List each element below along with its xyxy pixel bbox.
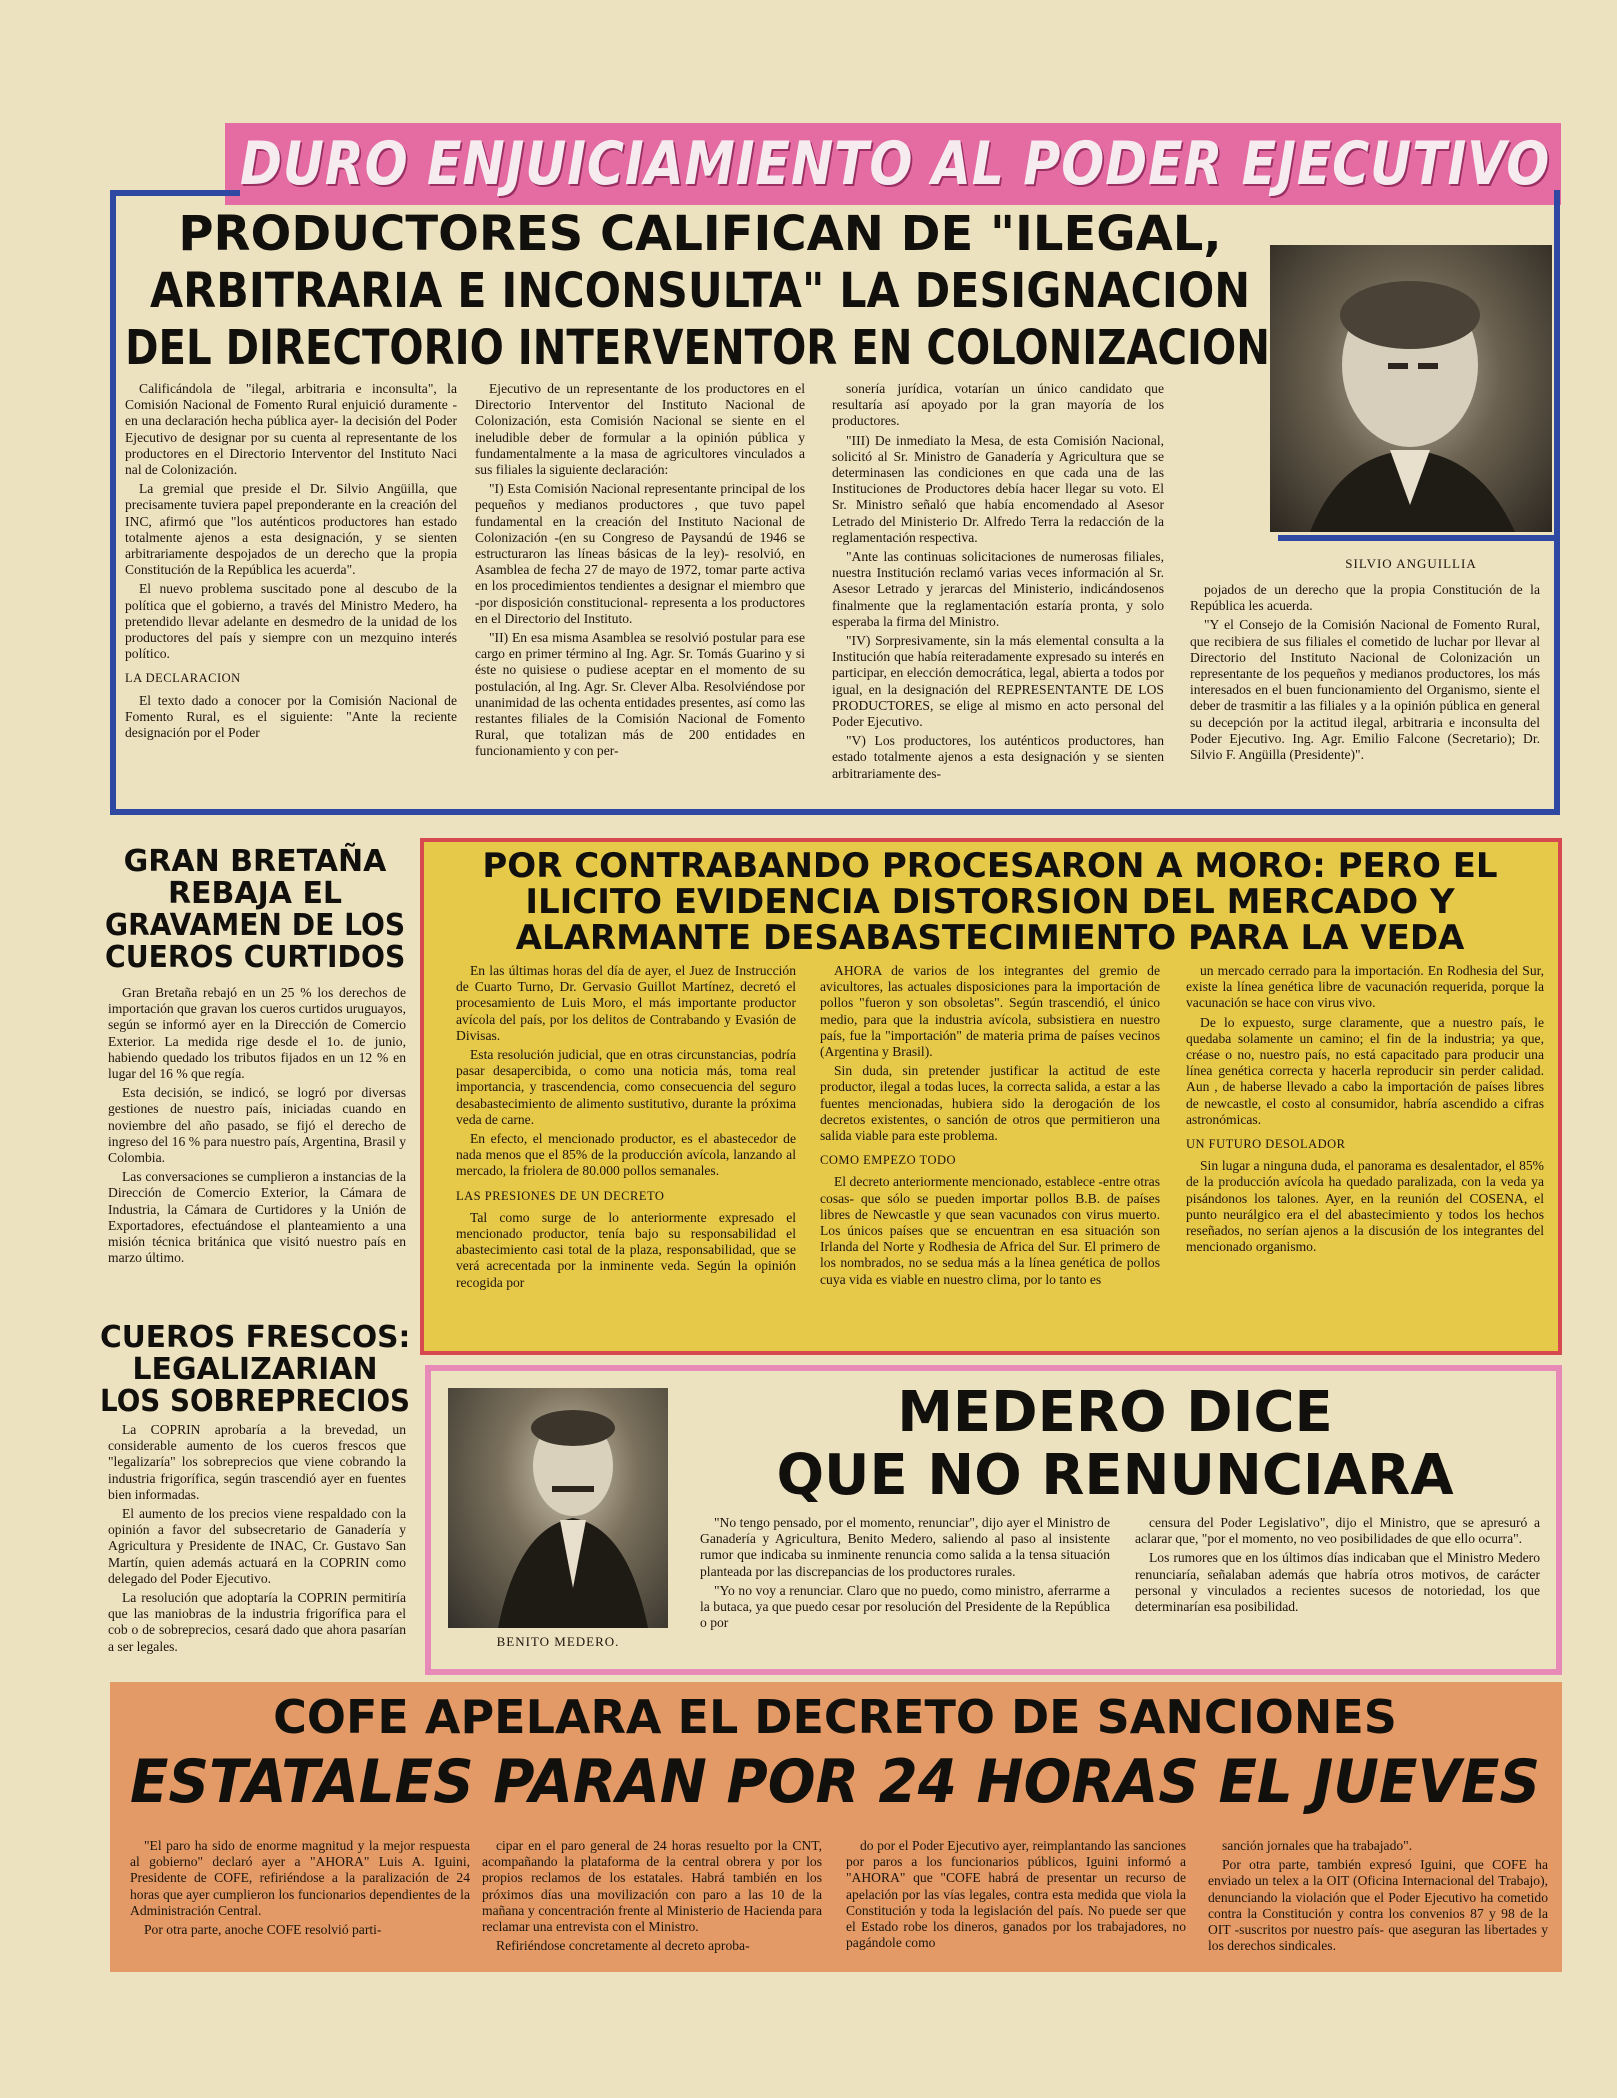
medero-column-2 (1135, 1515, 1540, 1665)
moro-paragraph: El decreto anteriormente mencionado, establece -entre otras cosas- que sólo se pueden importar pollos B.B. de países libres de Newcastle y que sean vacunados con virus muerto. Los únicos países que se encuentran en esa situación son Irlanda del Norte y Rodhesia de Africa del Sur. El primero de los nombrados, no se sedua más a la línea genética de pollos cuya vida es viable en nuestro clima, por lo tanto es (820, 1174, 1160, 1287)
cofe-paragraph: Refiriéndose concretamente al decreto aproba- (496, 1938, 750, 1954)
frescos-headline-line-3: LOS SOBREPRECIOS (100, 1384, 411, 1419)
moro-paragraph: AHORA de varios de los integrantes del gremio de avicultores, las actuales disposiciones para la importación de pollos "fueron y son obsoletas". Según trascendió, el único medio, para que la industria avícola, subsistiera en nuestro país, fue la "importación" de materia prima de países vecinos (Argentina y Brasil). (820, 963, 1160, 1060)
moro-paragraph: En las últimas horas del día de ayer, el Juez de Instrucción de Cuarto Turno, Dr. Gervasio Guillot Martínez, decretó el procesamiento de Luis Moro, el más importante productor avícola del país, por los delitos de Contrabando y Evasión de Divisas. (456, 963, 796, 1043)
medero-photo (448, 1388, 668, 1628)
moro-column-3 (1186, 963, 1544, 1346)
banner-title: DURO ENJUICIAMIENTO AL PODER EJECUTIVO (240, 129, 1551, 199)
colonizacion-paragraph: "Y el Consejo de la Comisión Nacional de Fomento Rural, que recibiera de sus filiales el cometido de luchar por llevar al Directorio del Instituto Nacional de Colonización un representante de los pequeños y medianos productores, los más interesados en el buen funcionamiento del Organismo, siente el deber de trasmitir a las filiales y a la opinión pública en general su decepción por la actitud ilegal, arbitraria e inconsulta del Poder Ejecutivo. Ing. Agr. Emilio Falcone (Secretario); Dr. Silvio F. Angüilla (Presidente)". (1190, 617, 1540, 763)
colonizacion-frame-top-left (110, 190, 240, 196)
frescos-paragraph: La COPRIN aprobaría a la brevedad, un considerable aumento de los cueros frescos que "legalizaría" los sobreprecios que viene cobrando la industria frigorífica, según trascendió ayer en fuentes bien informadas. (108, 1422, 406, 1502)
moro-paragraph: Sin lugar a ninguna duda, el panorama es desalentador, el 85% de la producción avícola ha quedado paralizada, con la veda ya pisándonos los talones. Ayer, en la reunión del COSENA, el punto neurálgico era el del abastecimiento y todos los hechos reseñados, no serían ajenos a la discusión de los integrantes del mencionado organismo. (1186, 1158, 1544, 1255)
medero-headline-line-2: QUE NO RENUNCIARA (776, 1443, 1454, 1508)
moro-column-1 (456, 963, 796, 1346)
frescos-headline-line-1: CUEROS FRESCOS: (100, 1320, 411, 1355)
moro-paragraph: un mercado cerrado para la importación. En Rodhesia del Sur, existe la línea genética libre de vacunación requerida, porque la vacunación se hace con virus vivo. (1186, 963, 1544, 1011)
colonizacion-paragraph: El nuevo problema suscitado pone al descubo de la política que el gobierno, a través del Ministro Medero, ha pretendido llevar adelante en desmedro de la unidad de los productores del país y siempre con un mezquino interés político. (125, 581, 457, 662)
portrait-silhouette-icon (1270, 245, 1552, 532)
medero-paragraph: "Yo no voy a renunciar. Claro que no puedo, como ministro, aferrarme a la butaca, ya que puedo cesar por resolución del Presidente de la República o por (700, 1582, 1110, 1631)
colonizacion-headline-line-2: ARBITRARIA E INCONSULTA" LA DESIGNACION (150, 263, 1251, 319)
frescos-body (108, 1422, 406, 1690)
cueros-paragraph: Gran Bretaña rebajó en un 25 % los derechos de importación que gravan los cueros curtidos uruguayos, según se informó ayer en la Dirección de Comercio Exterior. La medida rige desde el 1o. de junio, habiendo quedado los tributos fijados en un 12 % en lugar del 16 % que regía. (108, 985, 406, 1082)
cofe-paragraph: Por otra parte, también expresó Iguini, que COFE ha enviado un telex a la OIT (Oficina Internacional del Trabajo), denunciando la violación que el Poder Ejecutivo ha cometido contra la Constitución y contra los convenios 87 y 98 de la OIT -suscritos por nuestro país- que aseguran las libertades y los derechos sindicales. (1208, 1857, 1548, 1954)
moro-paragraph: Tal como surge de lo anteriormente expresado el mencionado productor, tenía bajo su responsabilidad el abastecimiento casi total de la plaza, responsabilidad, que se verá acrecentada por la inminente veda. Según la opinión recogida por (456, 1209, 796, 1290)
colonizacion-paragraph: Ejecutivo de un representante de los productores en el Directorio Interventor del Instituto Nacional de Colonización, esta Comisión Nacional se siente en el ineludible deber de formular a la opinión pública y fundamentalmente a la masa de agricultores vinculados a sus filiales la siguiente declaración: (475, 381, 805, 478)
colonizacion-headline-line-1: PRODUCTORES CALIFICAN DE "ILEGAL, (178, 206, 1222, 262)
colonizacion-subhead: LA DECLARACION (125, 671, 241, 686)
medero-headline-line-1: MEDERO DICE (897, 1380, 1333, 1445)
moro-headline-line-3: ALARMANTE DESABASTECIMIENTO PARA LA VEDA (515, 918, 1465, 958)
colonizacion-column-3 (832, 381, 1164, 801)
cueros-headline-line-1: GRAN BRETAÑA (123, 844, 387, 879)
cofe-paragraph: Por otra parte, anoche COFE resolvió parti- (144, 1922, 382, 1938)
moro-paragraph: En efecto, el mencionado productor, es el abastecedor de nada menos que el 85% de la producción avícola, lanzando al mercado, la friolera de 80.000 pollos semanales. (456, 1131, 796, 1179)
colonizacion-frame-top-right (1278, 535, 1560, 541)
moro-column-2 (820, 963, 1160, 1346)
anguillia-caption: SILVIO ANGUILLIA (1345, 556, 1477, 571)
cofe-column-2 (482, 1838, 822, 1963)
colonizacion-column-1 (125, 381, 457, 801)
colonizacion-paragraph: La gremial que preside el Dr. Silvio Angüilla, que precisamente tuviera papel preponderante en la creación del INC, afirmó que "los auténticos productores han estado totalmente ajenos a esta designación, y se sienten arbitrariamente despojados de un derecho que la propia Constitución de la República les acuerda". (125, 481, 457, 578)
colonizacion-paragraph: "IV) Sorpresivamente, sin la más elemental consulta a la Institución que había reiteradamente expresado su interés en participar, en elección democrática, legal, abierta a todos por igual, en la designación del REPRESENTANTE DE LOS PRODUCTORES, se elige al mismo en acto personal del Poder Ejecutivo. (832, 633, 1164, 730)
cueros-headline-line-3: GRAVAMEN DE LOS (105, 908, 406, 943)
colonizacion-headline-line-3: DEL DIRECTORIO INTERVENTOR EN COLONIZACION (125, 320, 1270, 376)
moro-headline-line-2: ILICITO EVIDENCIA DISTORSION DEL MERCADO Y (525, 882, 1455, 922)
medero-caption: BENITO MEDERO. (496, 1634, 620, 1649)
colonizacion-column-2 (475, 381, 805, 801)
cueros-headline-line-2: REBAJA EL (167, 876, 343, 911)
cofe-paragraph: sanción jornales que ha trabajado". (1222, 1838, 1413, 1853)
colonizacion-paragraph: Calificándola de "ilegal, arbitraria e inconsulta", la Comisión Nacional de Fomento Rural enjuició duramente -en una declaración hecha pública ayer- la decisión del Poder Ejecutivo de designar por su cuenta al representante de los productores en el Directorio Interventor del Instituto Naci nal de Colonización. (125, 381, 457, 478)
medero-column-1 (700, 1515, 1110, 1665)
cofe-headline-line-2: ESTATALES PARAN POR 24 HORAS EL JUEVES (130, 1747, 1541, 1817)
cofe-paragraph: do por el Poder Ejecutivo ayer, reimplantando las sanciones por paros a los funcionarios públicos, Iguini informó a "AHORA" que "COFE habrá de presentar un recurso de apelación por las vías legales, contra esta medida que viola la Constitución y toda la legislación del país. No puede ser que el Estado robe los dineros, ganados por los trabajadores, no pagándole como (846, 1838, 1186, 1951)
colonizacion-paragraph: "II) En esa misma Asamblea se resolvió postular para ese cargo en primer término al Ing. Agr. Sr. Tomás Guarino y si éste no quisiese o pudiese aceptar en el momento de su postulación, al Ing. Agr. Sr. Clever Alba. Resolviéndose por unanimidad de las ochenta entidades presentes, así como las restantes filiales de la Comisión Nacional de Fomento Rural, que totalizan más de 200 entidades en funcionamiento y con per- (475, 630, 805, 759)
cofe-column-3 (846, 1838, 1186, 1963)
medero-paragraph: censura del Poder Legislativo", dijo el Ministro, que se apresuró a aclarar que, "por el momento, no veo posibilidades de que ello ocurra". (1135, 1515, 1540, 1547)
colonizacion-paragraph: "III) De inmediato la Mesa, de esta Comisión Nacional, solicitó al Sr. Ministro de Ganadería y Agricultura que se determinasen las condiciones en que cada una de las Instituciones de Productores debía hacer llegar su voto. El Sr. Ministro señaló que había encomendado al Asesor Letrado del Ministerio Dr. Alfredo Terra la redacción de la reglamentación respectiva. (832, 432, 1164, 545)
medero-paragraph: "No tengo pensado, por el momento, renunciar", dijo ayer el Ministro de Ganadería y Agricultura, Benito Medero, saliendo al paso al insistente rumor que indicaba su inminente renuncia como salida a la tensa situación planteada por las discrepancias de los productores rurales. (700, 1515, 1110, 1579)
frescos-headline-line-2: LEGALIZARIAN (132, 1352, 378, 1387)
colonizacion-paragraph: pojados de un derecho que la propia Constitución de la República les acuerda. (1190, 582, 1540, 614)
cofe-headline-line-1: COFE APELARA EL DECRETO DE SANCIONES (273, 1690, 1397, 1744)
colonizacion-paragraph: "V) Los productores, los auténticos productores, han estado totalmente ajenos a esta designación y se sienten arbitrariamente des- (832, 733, 1164, 781)
moro-subhead: COMO EMPEZO TODO (820, 1153, 957, 1168)
cofe-paragraph: cipar en el paro general de 24 horas resuelto por la CNT, acompañando la plataforma de la central obrera y por los propios reclamos de los estatales. Habrá también en los próximos días una movilización con paro a las 10 de la mañana y concentración frente al Ministerio de Hacienda para reclamar una entrevista con el Ministro. (482, 1838, 822, 1935)
cofe-paragraph: "El paro ha sido de enorme magnitud y la mejor respuesta al gobierno" declaró ayer a "AHORA" Luis A. Iguini, Presidente de COFE, refiriéndose a la paralización de 24 horas que ayer cumplieron los funcionarios dependientes de la Administración Central. (130, 1838, 470, 1918)
medero-paragraph: Los rumores que en los últimos días indicaban que el Ministro Medero renunciaría, señalaban además que habría otros motivos, de carácter personal y vinculados a recientes sucesos de notoriedad, los que determinarían esa posibilidad. (1135, 1550, 1540, 1615)
moro-paragraph: Esta resolución judicial, que en otras circunstancias, podría pasar desapercibida, o como una noticia más, toma real importancia, y trascendencia, como consecuencia del seguro desabastecimiento de alimento sustitutivo, durante la próxima veda de carne. (456, 1047, 796, 1127)
colonizacion-paragraph: "I) Esta Comisión Nacional representante principal de los pequeños y medianos productores , que tuvo papel fundamental en la creación del Instituto Nacional de Colonización -(en su Congreso de Paysandú de 1946 se estructuraron las líneas básicas de la ley)- resolvió, en Asamblea de fecha 27 de mayo de 1972, tomar parte activa en los procedimientos tendientes a designar el miembro que -por disposición constitucional- representa a los productores en el Directorio del Instituto. (475, 481, 805, 626)
moro-subhead: LAS PRESIONES DE UN DECRETO (456, 1188, 665, 1203)
frescos-paragraph: El aumento de los precios viene respaldado con la opinión a favor del subsecretario de Ganadería y Agricultura y Presidente de INAC, Cr. Gustavo San Martín, quien además actuará en la COPRIN como delegado del Poder Ejecutivo. (108, 1506, 406, 1586)
frescos-paragraph: La resolución que adoptaría la COPRIN permitiría que las maniobras de la industria frigorífica para el cob o de sobreprecios, cesará dado que ahora pasarían a ser legales. (108, 1590, 406, 1654)
moro-paragraph: De lo expuesto, surge claramente, que a nuestro país, le quedaba solamente un camino; el fin de la industria; ya que, créase o no, nuestro país, no está capacitado para producir una línea genética correcta y hacerla reproducir sin perder calidad. Aun , de haberse llevado a cabo la importación de países libres de newcastle, el costo al consumidor, habría ascendido a cifras astronómicas. (1186, 1014, 1544, 1127)
moro-headline-line-1: POR CONTRABANDO PROCESARON A MORO: PERO EL (482, 846, 1498, 886)
colonizacion-column-4 (1190, 582, 1540, 807)
anguillia-photo (1270, 245, 1552, 532)
colonizacion-paragraph: El texto dado a conocer por la Comisión Nacional de Fomento Rural, es el siguiente: "Ante la reciente designación por el Poder (125, 692, 457, 741)
portrait-silhouette-icon (448, 1388, 668, 1628)
cofe-column-4 (1208, 1838, 1548, 1963)
colonizacion-paragraph: "Ante las continuas solicitaciones de numerosas filiales, nuestra Institución reclamó varias veces información al Sr. Asesor Letrado y jerarcas del Ministerio, indicándosenos finalmente que la reglamentación estaría pronta, y solo esperaba la firma del Ministro. (832, 549, 1164, 629)
cueros-body (108, 985, 406, 1320)
moro-paragraph: Sin duda, sin pretender justificar la actitud de este productor, ilegal a todas luces, la correcta salida, a estar a las fuentes mencionadas, hubiera sido la derogación de los decretos existentes, o sanción de otros que permitieron una salida viable para este problema. (820, 1063, 1160, 1144)
colonizacion-paragraph: sonería jurídica, votarían un único candidato que resultaría así apoyado por la gran mayoría de los productores. (832, 381, 1164, 429)
cueros-paragraph: Esta decisión, se indicó, se logró por diversas gestiones de nuestro país, iniciadas cuando en noviembre del año pasado, se fijó el derecho de ingreso del 16 % para nuestro país, Argentina, Brasil y Colombia. (108, 1085, 406, 1166)
moro-subhead: UN FUTURO DESOLADOR (1186, 1137, 1346, 1152)
cofe-column-1 (130, 1838, 470, 1963)
cueros-paragraph: Las conversaciones se cumplieron a instancias de la Dirección de Comercio Exterior, la Cámara de Industria, la Cámara de Curtidores y la Unión de Exportadores, efectuándose el planteamiento a una misión técnica británica que visitó nuestro país en marzo último. (108, 1169, 406, 1266)
cueros-headline-line-4: CUEROS CURTIDOS (105, 940, 406, 975)
